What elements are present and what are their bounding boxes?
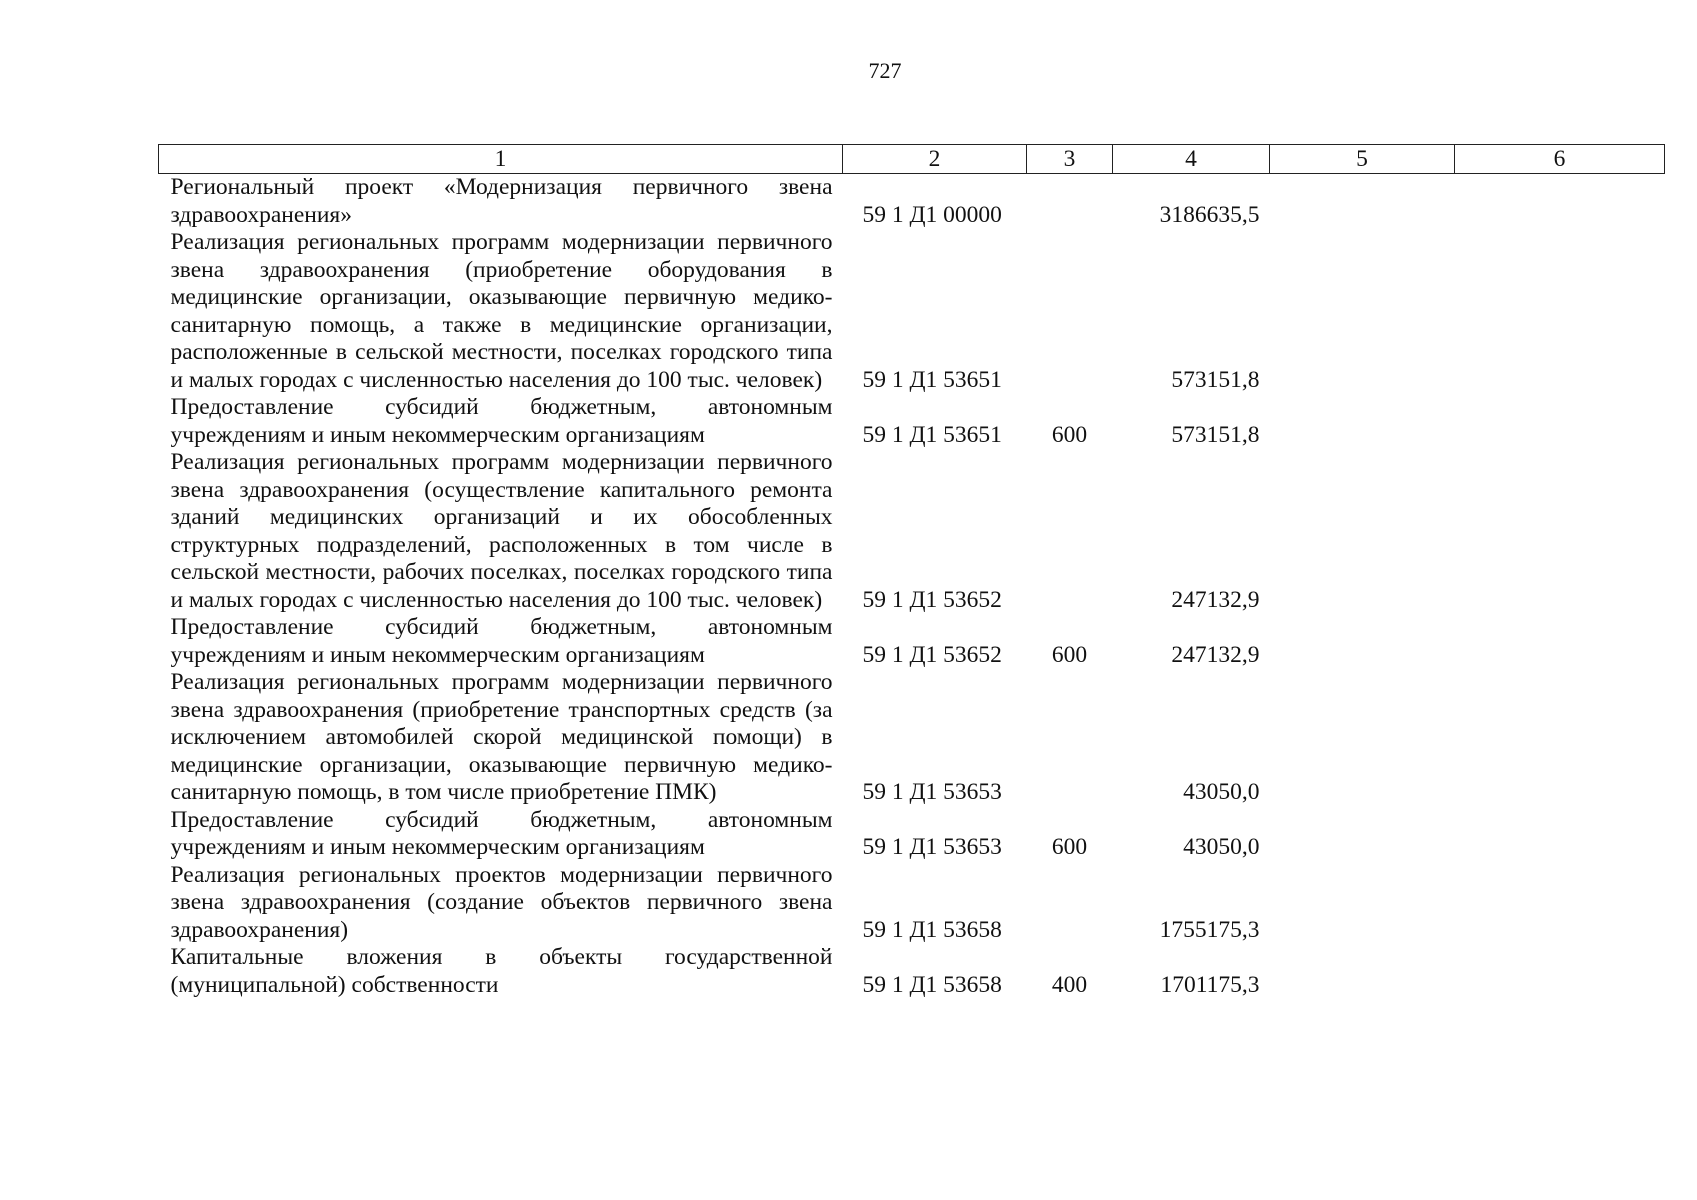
row-expense-type bbox=[1027, 174, 1113, 230]
table-row bbox=[159, 394, 1665, 449]
table-row bbox=[159, 174, 1665, 230]
header-col-2: 2 bbox=[843, 145, 1027, 174]
row-expense-type: 600 bbox=[1051, 834, 1088, 860]
row-expense-type bbox=[1027, 669, 1113, 807]
row-code: 59 1 Д1 53653 bbox=[862, 779, 1002, 805]
row-code: 59 1 Д1 53658 bbox=[862, 916, 1002, 943]
row-col-5 bbox=[1270, 229, 1455, 394]
row-expense-type bbox=[1027, 449, 1113, 614]
row-expense-type: 600 bbox=[1051, 641, 1088, 668]
row-amount: 43050,0 bbox=[1183, 779, 1260, 805]
row-amount: 247132,9 bbox=[1171, 641, 1260, 668]
header-col-6: 6 bbox=[1455, 145, 1665, 174]
header-col-3: 3 bbox=[1027, 145, 1113, 174]
row-col-6 bbox=[1455, 449, 1665, 614]
row-amount: 573151,8 bbox=[1171, 421, 1260, 448]
row-col-5 bbox=[1270, 669, 1455, 807]
row-expense-type bbox=[1027, 862, 1113, 945]
header-col-1: 1 bbox=[159, 145, 843, 174]
row-amount: 43050,0 bbox=[1183, 834, 1260, 860]
row-code: 59 1 Д1 53652 bbox=[862, 641, 1002, 668]
row-code: 59 1 Д1 53653 bbox=[862, 834, 1002, 860]
table-row bbox=[159, 944, 1665, 999]
row-amount: 3186635,5 bbox=[1159, 201, 1260, 228]
row-col-6 bbox=[1455, 944, 1665, 999]
header-row bbox=[159, 145, 1665, 174]
row-code: 59 1 Д1 53658 bbox=[862, 971, 1002, 998]
row-name: Капитальные вложения в объекты государственной (муниципальной) собственности bbox=[170, 944, 833, 998]
row-col-6 bbox=[1455, 614, 1665, 669]
header-col-5: 5 bbox=[1270, 145, 1455, 174]
row-name: Реализация региональных программ модернизации первичного звена здравоохранения (осуществление капитального ремонта зданий медицинских организаций и их обособленных структурных подразделений, расположенных в том числе в сельской местности, рабочих поселках, поселках городского типа и малых городах с численностью населения до 100 тыс. человек) bbox=[170, 449, 833, 613]
row-col-5 bbox=[1270, 394, 1455, 449]
row-col-5 bbox=[1270, 174, 1455, 230]
table-body bbox=[159, 174, 1665, 1000]
row-col-5 bbox=[1270, 449, 1455, 614]
row-name: Региональный проект «Модернизация первичного звена здравоохранения» bbox=[170, 174, 833, 228]
table-row bbox=[159, 669, 1665, 807]
row-amount: 1701175,3 bbox=[1160, 971, 1260, 998]
row-col-6 bbox=[1455, 669, 1665, 807]
row-col-6 bbox=[1455, 229, 1665, 394]
table-row bbox=[159, 807, 1665, 862]
row-amount: 247132,9 bbox=[1171, 586, 1260, 613]
row-col-6 bbox=[1455, 394, 1665, 449]
row-name: Реализация региональных проектов модернизации первичного звена здравоохранения (создание объектов первичного звена здравоохранения) bbox=[170, 861, 833, 943]
row-col-5 bbox=[1270, 807, 1455, 862]
row-expense-type bbox=[1027, 229, 1113, 394]
header-col-4: 4 bbox=[1113, 145, 1270, 174]
row-amount: 573151,8 bbox=[1171, 366, 1260, 393]
row-name: Предоставление субсидий бюджетным, автономным учреждениям и иным некоммерческим организациям bbox=[170, 394, 833, 448]
table-row bbox=[159, 614, 1665, 669]
row-code: 59 1 Д1 00000 bbox=[862, 201, 1002, 228]
row-col-5 bbox=[1270, 944, 1455, 999]
row-amount: 1755175,3 bbox=[1159, 916, 1260, 943]
row-code: 59 1 Д1 53652 bbox=[862, 586, 1002, 613]
table-row bbox=[159, 862, 1665, 945]
row-name: Предоставление субсидий бюджетным, автономным учреждениям и иным некоммерческим организациям bbox=[170, 806, 833, 860]
row-expense-type: 600 bbox=[1051, 421, 1088, 448]
row-col-5 bbox=[1270, 614, 1455, 669]
row-col-5 bbox=[1270, 862, 1455, 945]
row-col-6 bbox=[1455, 807, 1665, 862]
table-header bbox=[159, 145, 1665, 174]
row-col-6 bbox=[1455, 862, 1665, 945]
table-row bbox=[159, 229, 1665, 394]
row-code: 59 1 Д1 53651 bbox=[862, 366, 1002, 393]
row-name: Реализация региональных программ модернизации первичного звена здравоохранения (приобретение оборудования в медицинские организации, оказывающие первичную медико-санитарную помощь, а также в медицинские организации, расположенные в сельской местности, поселках городского типа и малых городах с численностью населения до 100 тыс. человек) bbox=[170, 229, 833, 393]
row-expense-type: 400 bbox=[1051, 971, 1088, 998]
row-col-6 bbox=[1455, 174, 1665, 230]
budget-table-container bbox=[158, 144, 1664, 999]
page-number: 727 bbox=[868, 58, 902, 83]
budget-table bbox=[158, 144, 1665, 999]
row-name: Предоставление субсидий бюджетным, автономным учреждениям и иным некоммерческим организациям bbox=[170, 614, 833, 668]
row-name: Реализация региональных программ модернизации первичного звена здравоохранения (приобретение транспортных средств (за исключением автомобилей скорой медицинской помощи) в медицинские организации, оказывающие первичную медико-санитарную помощь, в том числе приобретение ПМК) bbox=[170, 669, 833, 805]
row-code: 59 1 Д1 53651 bbox=[862, 421, 1002, 448]
table-row bbox=[159, 449, 1665, 614]
